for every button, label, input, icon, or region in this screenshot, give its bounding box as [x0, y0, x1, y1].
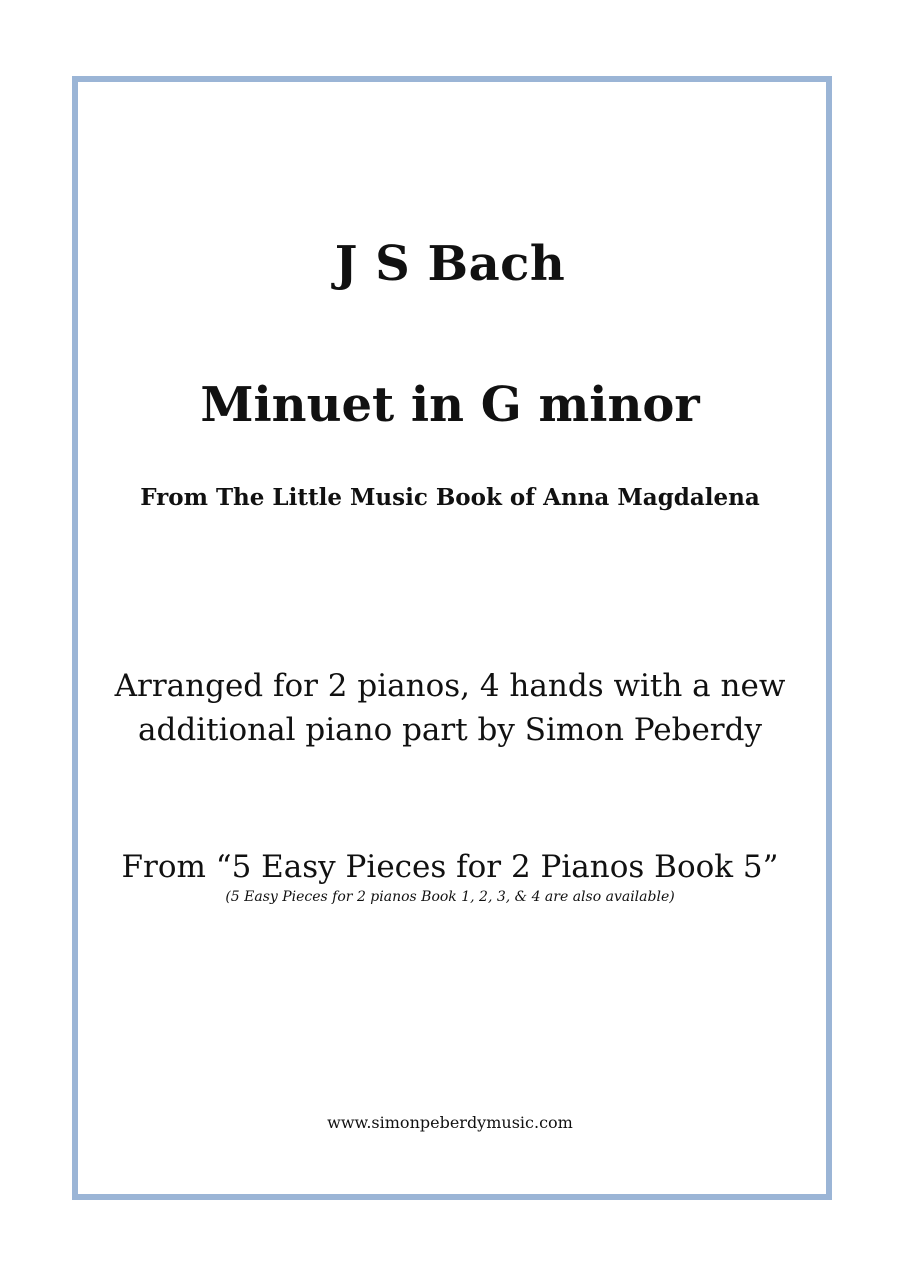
- arrangement-line-2: additional piano part by Simon Peberdy: [138, 712, 762, 748]
- availability-note: (5 Easy Pieces for 2 pianos Book 1, 2, 3, & 4 are also available): [225, 889, 675, 905]
- source-subtitle: From The Little Music Book of Anna Magdalena: [140, 484, 760, 511]
- piece-title: Minuet in G minor: [200, 377, 700, 433]
- composer-name: J S Bach: [334, 236, 566, 292]
- collection-title: From “5 Easy Pieces for 2 Pianos Book 5”: [121, 849, 779, 885]
- arrangement-line-1: Arranged for 2 pianos, 4 hands with a new: [114, 668, 786, 704]
- website-url: www.simonpeberdymusic.com: [327, 1113, 573, 1132]
